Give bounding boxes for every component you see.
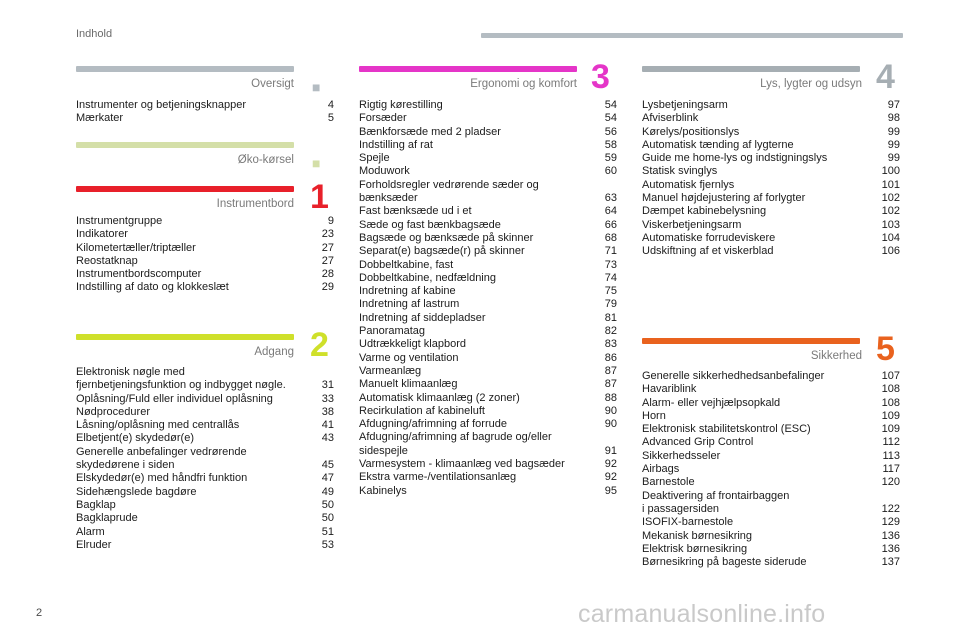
watermark: carmanualsonline.info	[578, 600, 826, 628]
header-bar	[481, 33, 903, 38]
toc-entry-title: Kørelys/positionslys	[642, 125, 740, 138]
toc-entry[interactable]	[642, 397, 900, 410]
toc-entry-page: 108	[881, 383, 900, 396]
section-title: Øko-kørsel	[237, 154, 294, 166]
toc-entry[interactable]	[359, 325, 617, 338]
toc-entry-page: 31	[321, 379, 334, 392]
toc-entry-title: Airbags	[642, 463, 680, 476]
toc-entry[interactable]	[76, 526, 334, 539]
toc-entry-page: 59	[604, 152, 617, 165]
toc-entry-page: 58	[604, 138, 617, 151]
toc-entry-title: Ekstra varme-/ventilationsanlæg	[359, 471, 517, 484]
toc-entry-title: Panoramatag	[359, 325, 426, 338]
toc-list-lights	[642, 99, 900, 259]
toc-entry-page: 5	[327, 112, 334, 125]
toc-entry-page: 50	[321, 498, 334, 511]
toc-entry-title: Instrumentgruppe	[76, 215, 163, 227]
toc-entry[interactable]	[76, 268, 334, 281]
toc-entry-title: Bænkforsæde med 2 pladser	[359, 125, 501, 138]
toc-entry-page: 75	[604, 285, 617, 298]
toc-entry-title: Advanced Grip Control	[642, 436, 754, 449]
section-title: Lys, lygter og udsyn	[760, 78, 862, 90]
toc-entry-title: Elektronisk nøgle med fjernbetjeningsfunktion og indbygget nøgle.	[76, 366, 286, 392]
toc-entry-title: Varme og ventilation	[359, 351, 459, 364]
toc-entry[interactable]	[359, 485, 617, 498]
toc-entry-page: 41	[321, 419, 334, 432]
toc-entry-page: 83	[604, 338, 617, 351]
toc-entry[interactable]	[642, 410, 900, 423]
toc-entry-title: Viskerbetjeningsarm	[642, 218, 742, 231]
toc-entry-page: 54	[604, 112, 617, 125]
toc-entry-title: Horn	[642, 409, 666, 422]
section-bar	[359, 66, 577, 72]
toc-entry-title: Separat(e) bagsæde(r) på skinner	[359, 245, 525, 258]
toc-entry[interactable]	[76, 406, 334, 419]
section-bar	[642, 338, 860, 344]
toc-entry[interactable]	[76, 281, 334, 294]
toc-entry-title: Guide me home-lys og indstigningslys	[642, 152, 828, 165]
toc-entry[interactable]	[359, 205, 617, 218]
toc-entry-title: Spejle	[359, 152, 390, 165]
toc-entry-page: 129	[881, 516, 900, 529]
toc-entry-page: 33	[321, 392, 334, 405]
toc-entry-title: Forsæder	[359, 112, 407, 125]
toc-entry-page: 38	[321, 405, 334, 418]
toc-entry[interactable]	[359, 298, 617, 311]
section-bar	[76, 142, 294, 148]
toc-entry-page: 95	[604, 484, 617, 497]
toc-entry[interactable]	[76, 255, 334, 268]
toc-entry-page: 74	[604, 271, 617, 284]
toc-entry-page: 99	[887, 125, 900, 138]
toc-entry-title: Børnesikring på bageste siderude	[642, 556, 807, 569]
section-number: 5	[876, 330, 895, 368]
toc-entry[interactable]	[76, 446, 334, 473]
toc-entry[interactable]	[642, 192, 900, 205]
toc-entry-title: Fast bænksæde ud i et	[359, 205, 472, 218]
toc-entry-title: Indikatorer	[76, 228, 128, 241]
section-title: Oversigt	[251, 78, 294, 90]
toc-entry[interactable]	[642, 543, 900, 556]
toc-entry[interactable]	[359, 272, 617, 285]
toc-entry-page: 137	[881, 556, 900, 569]
section-bar	[76, 186, 294, 192]
toc-entry[interactable]	[359, 365, 617, 378]
toc-entry-title: Kabinelys	[359, 484, 407, 497]
toc-entry-page: 104	[881, 231, 900, 244]
toc-list-safety	[642, 370, 900, 569]
toc-entry[interactable]	[642, 530, 900, 543]
toc-entry-page: 87	[604, 378, 617, 391]
toc-entry-title: Automatisk fjernlys	[642, 178, 735, 191]
toc-entry-page: 53	[321, 538, 334, 551]
toc-entry-page: 107	[881, 370, 900, 382]
toc-entry-title: Dobbeltkabine, fast	[359, 258, 454, 271]
toc-entry-title: Moduwork	[359, 165, 410, 178]
section-number: 2	[310, 326, 329, 364]
toc-entry-page: 68	[604, 231, 617, 244]
toc-entry-page: 122	[881, 502, 900, 515]
toc-entry-title: Manuelt klimaanlæg	[359, 378, 458, 391]
toc-entry-title: Indstilling af dato og klokkeslæt	[76, 281, 229, 294]
toc-entry[interactable]	[642, 383, 900, 396]
toc-entry[interactable]	[359, 259, 617, 272]
toc-entry-page: 60	[604, 165, 617, 178]
toc-entry-page: 91	[604, 444, 617, 457]
toc-entry[interactable]	[359, 99, 617, 112]
toc-entry[interactable]	[359, 431, 617, 458]
toc-entry-page: 43	[321, 432, 334, 445]
toc-entry-page: 66	[604, 218, 617, 231]
toc-entry[interactable]	[76, 112, 334, 125]
header-title: Indhold	[76, 28, 113, 40]
toc-entry-title: Elbetjent(e) skydedør(e)	[76, 432, 194, 445]
toc-entry-page: 113	[882, 449, 900, 462]
toc-entry-page: 4	[327, 99, 334, 111]
toc-entry-title: Recirkulation af kabineluft	[359, 404, 485, 417]
toc-entry[interactable]	[359, 352, 617, 365]
toc-entry-title: Sikkerhedsseler	[642, 449, 721, 462]
toc-entry[interactable]	[642, 112, 900, 125]
toc-entry-page: 9	[327, 215, 334, 227]
toc-entry[interactable]	[359, 232, 617, 245]
toc-entry-title: Udskiftning af et viskerblad	[642, 245, 774, 258]
toc-entry[interactable]	[76, 215, 334, 228]
toc-entry[interactable]	[642, 219, 900, 232]
toc-entry[interactable]	[642, 245, 900, 258]
toc-entry-page: 136	[881, 529, 900, 542]
toc-entry[interactable]	[359, 338, 617, 351]
toc-entry[interactable]	[642, 476, 900, 489]
toc-entry-title: Indretning af lastrum	[359, 298, 460, 311]
toc-list-ergonomics	[359, 99, 617, 498]
toc-entry[interactable]	[76, 419, 334, 432]
toc-entry[interactable]	[359, 471, 617, 484]
toc-entry[interactable]	[359, 418, 617, 431]
toc-entry-page: 27	[321, 254, 334, 267]
toc-entry-title: Afdugning/afrimning af forrude	[359, 418, 507, 431]
toc-entry-title: Generelle sikkerhedhedsanbefalinger	[642, 370, 825, 382]
toc-entry-page: 47	[321, 472, 334, 485]
toc-entry[interactable]	[642, 370, 900, 383]
toc-entry-title: Bagsæde og bænksæde på skinner	[359, 231, 534, 244]
toc-entry-page: 109	[881, 409, 900, 422]
toc-entry-page: 86	[604, 351, 617, 364]
toc-entry-page: 29	[321, 281, 334, 294]
section-title: Ergonomi og komfort	[470, 78, 577, 90]
toc-entry-title: Deaktivering af frontairbaggen i passagersiden	[642, 489, 790, 515]
toc-entry-title: Varmesystem - klimaanlæg ved bagsæder	[359, 458, 565, 471]
toc-entry-page: 97	[887, 99, 900, 111]
toc-entry-title: Elruder	[76, 538, 112, 551]
toc-entry[interactable]	[359, 126, 617, 139]
toc-entry[interactable]	[359, 139, 617, 152]
toc-entry[interactable]	[359, 219, 617, 232]
toc-entry-page: 45	[321, 459, 334, 472]
toc-entry-page: 98	[887, 112, 900, 125]
toc-entry[interactable]	[76, 486, 334, 499]
toc-entry-title: Afdugning/afrimning af bagrude og/eller sidespejle	[359, 431, 552, 457]
toc-entry-title: Mærkater	[76, 112, 124, 125]
toc-entry[interactable]	[76, 512, 334, 525]
toc-entry-title: Indretning af kabine	[359, 285, 456, 298]
toc-entry-title: Udtrækkeligt klapbord	[359, 338, 466, 351]
toc-entry-page: 112	[882, 436, 900, 449]
toc-entry-title: Dobbeltkabine, nedfældning	[359, 271, 496, 284]
toc-entry-title: Elskydedør(e) med håndfri funktion	[76, 472, 248, 485]
toc-entry-title: Elektrisk børnesikring	[642, 542, 748, 555]
toc-entry-title: Afviserblink	[642, 112, 699, 125]
toc-entry[interactable]	[359, 165, 617, 178]
toc-entry[interactable]	[642, 436, 900, 449]
toc-entry-page: 50	[321, 512, 334, 525]
toc-entry-page: 90	[604, 404, 617, 417]
toc-entry-page: 64	[604, 205, 617, 218]
toc-entry-page: 103	[881, 218, 900, 231]
toc-entry[interactable]	[359, 405, 617, 418]
toc-entry-title: Mekanisk børnesikring	[642, 529, 753, 542]
toc-entry-title: Bagklap	[76, 498, 116, 511]
toc-entry[interactable]	[642, 126, 900, 139]
toc-entry[interactable]	[359, 378, 617, 391]
toc-entry-page: 73	[604, 258, 617, 271]
toc-entry-title: Automatisk tænding af lygterne	[642, 138, 794, 151]
toc-entry-title: Instrumenter og betjeningsknapper	[76, 99, 246, 111]
toc-entry-page: 102	[881, 192, 900, 205]
toc-entry-title: Manuel højdejustering af forlygter	[642, 192, 806, 205]
toc-entry-title: Låsning/oplåsning med centrallås	[76, 419, 240, 432]
section-bar	[76, 66, 294, 72]
toc-entry[interactable]	[359, 112, 617, 125]
toc-entry[interactable]	[642, 490, 900, 517]
toc-entry[interactable]	[642, 556, 900, 569]
toc-entry-title: Kilometertæller/triptæller	[76, 241, 196, 254]
toc-entry-title: Dæmpet kabinebelysning	[642, 205, 767, 218]
toc-entry-page: 28	[321, 268, 334, 281]
toc-entry-title: Sidehængslede bagdøre	[76, 485, 197, 498]
toc-entry[interactable]	[76, 432, 334, 445]
toc-entry[interactable]	[76, 366, 334, 393]
toc-entry-page: 79	[604, 298, 617, 311]
toc-entry-page: 108	[881, 396, 900, 409]
toc-entry-title: Bagklaprude	[76, 512, 138, 525]
section-number: 1	[310, 178, 329, 216]
toc-entry[interactable]	[359, 285, 617, 298]
toc-entry-page: 88	[604, 391, 617, 404]
toc-entry[interactable]	[642, 232, 900, 245]
toc-list-overview	[76, 99, 334, 126]
toc-entry-page: 120	[881, 476, 900, 489]
toc-entry[interactable]	[642, 152, 900, 165]
toc-entry-title: Indstilling af rat	[359, 138, 433, 151]
toc-entry[interactable]	[359, 245, 617, 258]
section-number: 3	[591, 58, 610, 96]
toc-list-instruments	[76, 215, 334, 295]
toc-entry-page: 101	[881, 178, 900, 191]
toc-entry-page: 136	[881, 542, 900, 555]
toc-entry-page: 81	[604, 311, 617, 324]
toc-entry-page: 99	[887, 138, 900, 151]
toc-entry-page: 100	[881, 165, 900, 178]
toc-entry[interactable]	[76, 228, 334, 241]
section-bar	[642, 66, 860, 72]
toc-entry[interactable]	[642, 423, 900, 436]
toc-entry-page: 109	[881, 423, 900, 436]
toc-entry[interactable]	[642, 99, 900, 112]
toc-entry[interactable]	[359, 312, 617, 325]
toc-entry-page: 23	[321, 228, 334, 241]
toc-entry[interactable]	[642, 516, 900, 529]
toc-entry[interactable]	[642, 450, 900, 463]
toc-entry[interactable]	[642, 179, 900, 192]
toc-entry-page: 102	[881, 205, 900, 218]
section-dot-icon: ■	[312, 155, 321, 171]
toc-entry-page: 71	[604, 245, 617, 258]
toc-entry-page: 92	[604, 458, 617, 471]
toc-entry[interactable]	[76, 539, 334, 552]
toc-entry[interactable]	[642, 139, 900, 152]
toc-entry-page: 56	[604, 125, 617, 138]
section-title: Instrumentbord	[216, 198, 294, 210]
section-title: Adgang	[254, 346, 294, 358]
section-number: 4	[876, 58, 895, 96]
toc-entry[interactable]	[642, 165, 900, 178]
toc-entry-title: Reostatknap	[76, 254, 138, 267]
toc-entry-page: 90	[604, 418, 617, 431]
toc-entry-title: Automatisk klimaanlæg (2 zoner)	[359, 391, 520, 404]
toc-entry-title: Alarm	[76, 525, 105, 538]
toc-entry-title: Automatiske forrudeviskere	[642, 231, 776, 244]
toc-entry-title: ISOFIX-barnestole	[642, 516, 734, 529]
toc-entry-title: Sæde og fast bænkbagsæde	[359, 218, 501, 231]
toc-entry-title: Generelle anbefalinger vedrørende skydedørene i siden	[76, 445, 247, 472]
toc-entry-title: Havariblink	[642, 383, 697, 396]
toc-entry-title: Oplåsning/Fuld eller individuel oplåsning	[76, 392, 273, 405]
toc-entry-page: 87	[604, 364, 617, 377]
toc-entry-title: Forholdsregler vedrørende sæder og bænksæder	[359, 178, 539, 205]
toc-entry-title: Indretning af siddepladser	[359, 311, 486, 324]
toc-entry-title: Lysbetjeningsarm	[642, 99, 728, 111]
toc-entry-page: 51	[321, 525, 334, 538]
toc-entry[interactable]	[76, 472, 334, 485]
toc-entry[interactable]	[642, 463, 900, 476]
section-dot-icon: ■	[312, 79, 321, 95]
toc-entry-page: 106	[881, 245, 900, 258]
toc-entry[interactable]	[359, 458, 617, 471]
toc-entry-title: Varmeanlæg	[359, 364, 422, 377]
toc-entry-page: 54	[604, 99, 617, 111]
toc-entry[interactable]	[642, 205, 900, 218]
section-title: Sikkerhed	[810, 350, 862, 362]
toc-entry-page: 82	[604, 325, 617, 338]
toc-entry-page: 92	[604, 471, 617, 484]
toc-entry-title: Statisk svinglys	[642, 165, 718, 178]
toc-entry[interactable]	[76, 499, 334, 512]
toc-entry[interactable]	[359, 392, 617, 405]
section-bar	[76, 334, 294, 340]
toc-entry-page: 63	[604, 192, 617, 205]
toc-entry-title: Rigtig kørestilling	[359, 99, 443, 111]
page-number: 2	[36, 607, 43, 619]
toc-entry-title: Nødprocedurer	[76, 405, 150, 418]
toc-entry[interactable]	[359, 179, 617, 206]
toc-entry-page: 27	[321, 241, 334, 254]
toc-entry[interactable]	[359, 152, 617, 165]
toc-entry-page: 99	[887, 152, 900, 165]
toc-entry[interactable]	[76, 99, 334, 112]
toc-entry-title: Alarm- eller vejhjælpsopkald	[642, 396, 781, 409]
toc-entry[interactable]	[76, 242, 334, 255]
toc-entry-title: Instrumentbordscomputer	[76, 268, 202, 281]
toc-entry-title: Elektronisk stabilitetskontrol (ESC)	[642, 423, 811, 436]
toc-list-access	[76, 366, 334, 552]
toc-entry-page: 117	[882, 463, 900, 476]
toc-entry-title: Barnestole	[642, 476, 695, 489]
toc-entry-page: 49	[321, 485, 334, 498]
toc-entry[interactable]	[76, 393, 334, 406]
